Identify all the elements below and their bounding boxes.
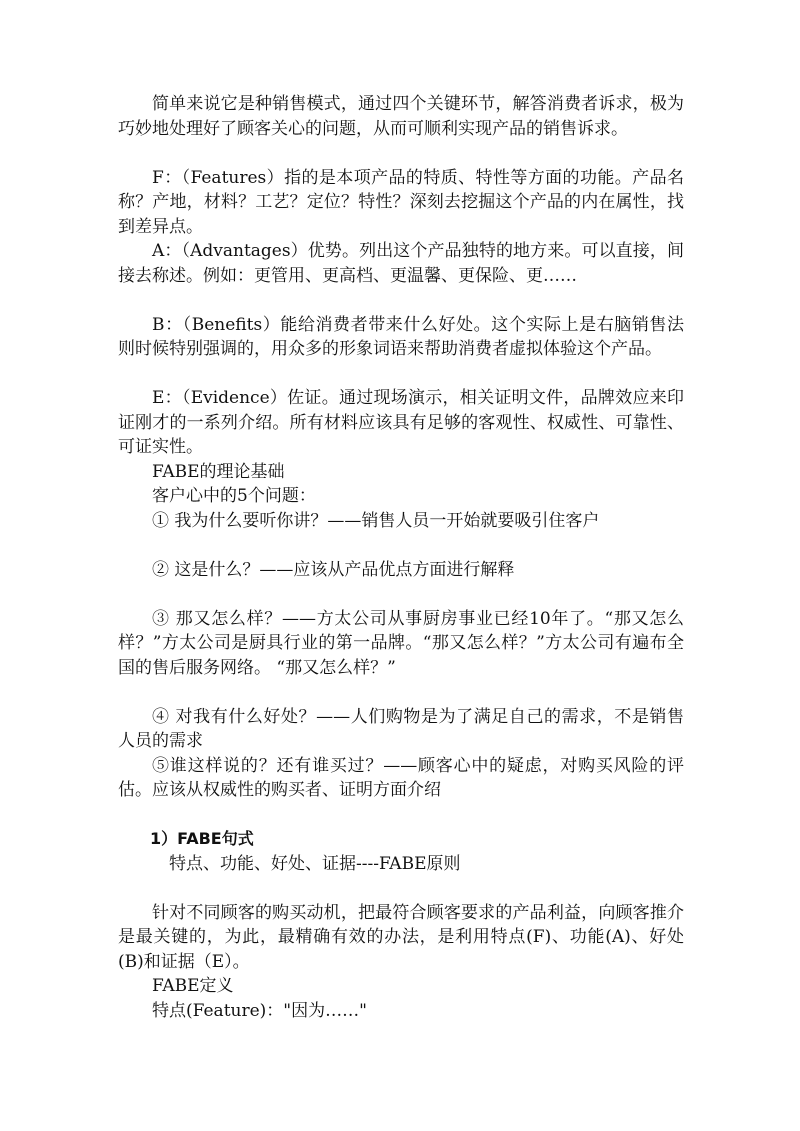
- spacer: [118, 803, 684, 828]
- theory-title: FABE的理论基础: [152, 461, 285, 482]
- spacer: [118, 680, 684, 705]
- intro-paragraph: 简单来说它是种销售模式，通过四个关键环节，解答消费者诉求，极为巧妙地处理好了顾客关心的问题，从而可顺利实现产品的销售诉求。: [118, 94, 684, 139]
- questions-title: 客户心中的5个问题：: [152, 486, 316, 506]
- question-5: ⑤谁这样说的？还有谁买过？——顾客心中的疑虑，对购买风险的评估。应该从权威性的购买者、证明方面介绍: [118, 755, 684, 800]
- features-paragraph: F：（Features）指的是本项产品的特质、特性等方面的功能。产品名称？产地，材料？工艺？定位？特性？深刻去挖掘这个产品的内在属性，找到差异点。: [118, 167, 684, 237]
- evidence-paragraph: E：（Evidence）佐证。通过现场演示，相关证明文件，品牌效应来印证刚才的一系列介绍。所有材料应该具有足够的客观性、权威性、可靠性、可证实性。: [118, 388, 684, 457]
- question-1: ① 我为什么要听你讲？——销售人员一开始就要吸引住客户: [152, 510, 600, 531]
- spacer: [118, 141, 684, 166]
- question-2: ② 这是什么？——应该从产品优点方面进行解释: [152, 559, 515, 580]
- question-4: ④ 对我有什么好处？——人们购物是为了满足自己的需求，不是销售人员的需求: [118, 706, 684, 751]
- feature-definition: 特点(Feature)："因为……": [152, 1000, 367, 1021]
- advantages-paragraph: A：（Advantages）优势。列出这个产品独特的地方来。可以直接，间接去称述。例如：更管用、更高档、更温馨、更保险、更……: [118, 241, 684, 286]
- spacer: [118, 362, 684, 387]
- spacer: [118, 288, 684, 313]
- definition-title: FABE定义: [152, 976, 234, 996]
- spacer: [118, 582, 684, 607]
- spacer: [118, 876, 684, 901]
- benefits-paragraph: B：（Benefits）能给消费者带来什么好处。这个实际上是右脑销售法则时候特别强调的，用众多的形象词语来帮助消费者虚拟体验这个产品。: [118, 314, 684, 359]
- spacer: [118, 533, 684, 558]
- document-page: [118, 92, 684, 1023]
- targeting-paragraph: 针对不同顾客的购买动机，把最符合顾客要求的产品利益，向顾客推介是最关键的，为此，最精确有效的办法，是利用特点(F)、功能(A)、好处(B)和证据（E）。: [118, 902, 684, 972]
- fabe-principle: 特点、功能、好处、证据----FABE原则: [169, 853, 461, 874]
- section-heading: 1）FABE句式: [150, 829, 254, 848]
- question-3: ③ 那又怎么样？——方太公司从事厨房事业已经10年了。“那又怎么样？”方太公司是厨具行业的第一品牌。“那又怎么样？”方太公司有遍布全国的售后服务网络。 “那又怎么样？”: [118, 608, 684, 678]
